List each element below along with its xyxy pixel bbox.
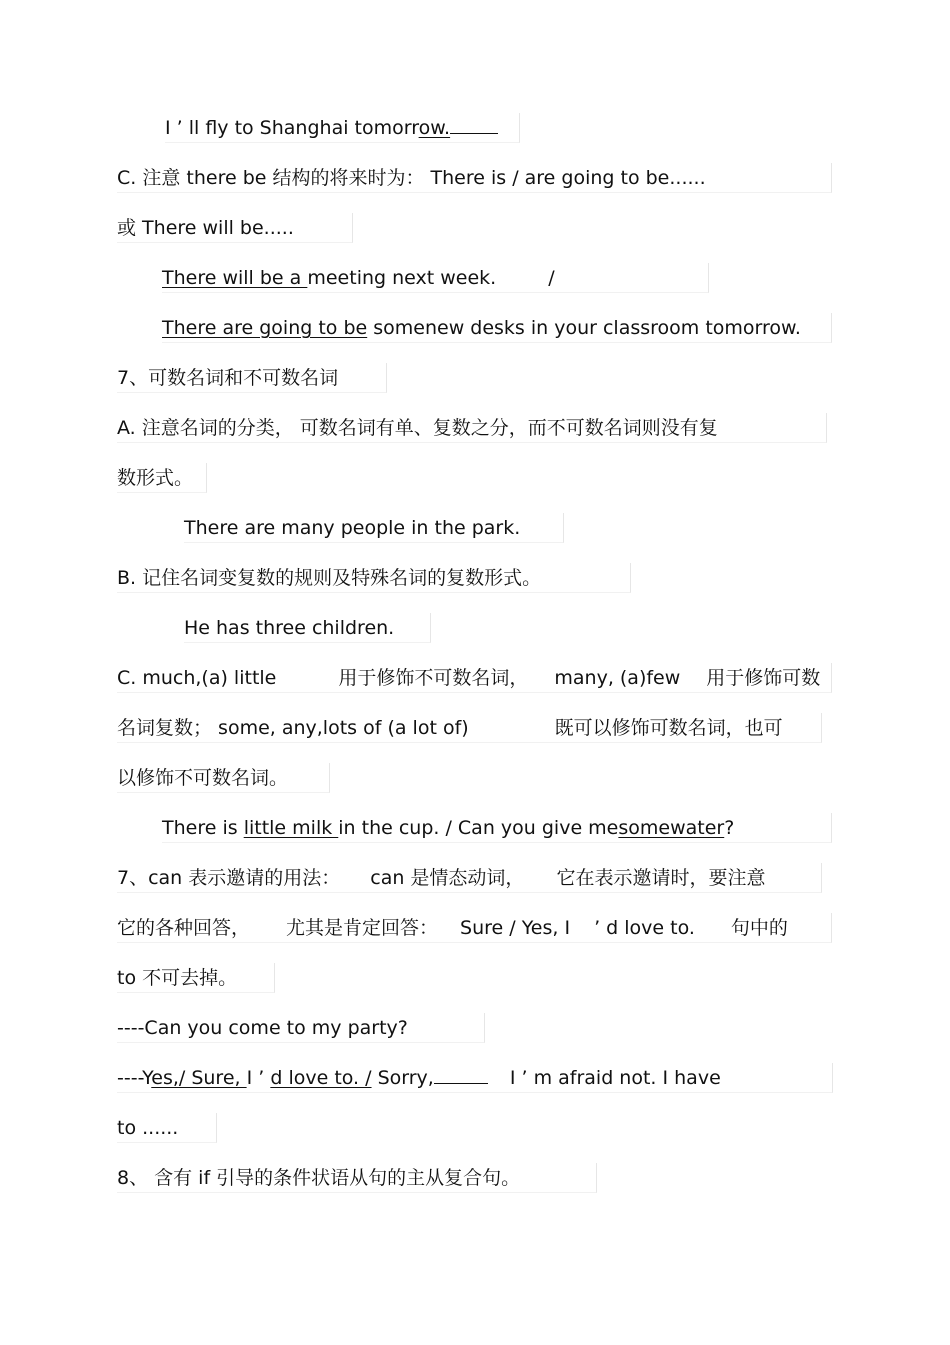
section-7-can-heading: 7、can 表示邀请的用法： can 是情态动词， 它在表示邀请时，要注意 (117, 863, 822, 893)
example-fly-shanghai: I ’ ll fly to Shanghai tomorrow. (165, 113, 520, 143)
underlined-tail: ow. (418, 117, 451, 139)
rule-c-there-be-future: C. 注意 there be 结构的将来时为： There is / are going to be...... (117, 163, 832, 193)
example-new-desks: There are going to be somenew desks in your classroom tomorrow. (162, 313, 832, 343)
dialog-answer-continuation: to ...... (117, 1113, 217, 1143)
rule-a-noun-classes: A. 注意名词的分类， 可数名词有单、复数之分，而不可数名词则没有复 (117, 413, 827, 443)
rule-b-plural-rules: B. 记住名词变复数的规则及特殊名词的复数形式。 (117, 563, 631, 593)
underlined-d-love-to: d love to. / (270, 1067, 372, 1089)
can-rule-continuation-2: to 不可去掉。 (117, 963, 275, 993)
section-7-heading: 7、可数名词和不可数名词 (117, 363, 387, 393)
example-three-children: He has three children. (184, 613, 431, 643)
underlined-yes-sure: es,/ Sure, (151, 1067, 247, 1089)
underlined-somewater: somewater (618, 817, 725, 839)
rule-c-continuation-2: 以修饰不可数名词。 (117, 763, 330, 793)
dialog-answer: ----Yes,/ Sure, I ’ d love to. / Sorry, I ’ m afraid not. I have (117, 1063, 833, 1093)
can-rule-continuation-1: 它的各种回答， 尤其是肯定回答： Sure / Yes, I ’ d love to. 句中的 (117, 913, 832, 943)
example-people-park: There are many people in the park. (184, 513, 564, 543)
underlined-there-will-be: There will be a (162, 267, 308, 289)
rule-c-continuation: 或 There will be..... (117, 213, 353, 243)
section-8-heading: 8、 含有 if 引导的条件状语从句的主从复合句。 (117, 1163, 597, 1193)
rule-a-continuation: 数形式。 (117, 463, 207, 493)
underlined-there-are-going-to-be: There are going to be (162, 317, 368, 339)
rule-c-continuation-1: 名词复数； some, any,lots of (a lot of) 既可以修饰可数名词，也可 (117, 713, 822, 743)
example-milk-water: There is little milk in the cup. / Can you give mesomewater? (162, 813, 832, 843)
underlined-little-milk: little milk (243, 817, 339, 839)
example-meeting: There will be a meeting next week. / (162, 263, 709, 293)
answer-blank (434, 1063, 488, 1084)
rule-c-much-many: C. much,(a) little 用于修饰不可数名词， many, (a)few 用于修饰可数 (117, 663, 832, 693)
dialog-question: ----Can you come to my party? (117, 1013, 485, 1043)
answer-blank (450, 113, 498, 134)
